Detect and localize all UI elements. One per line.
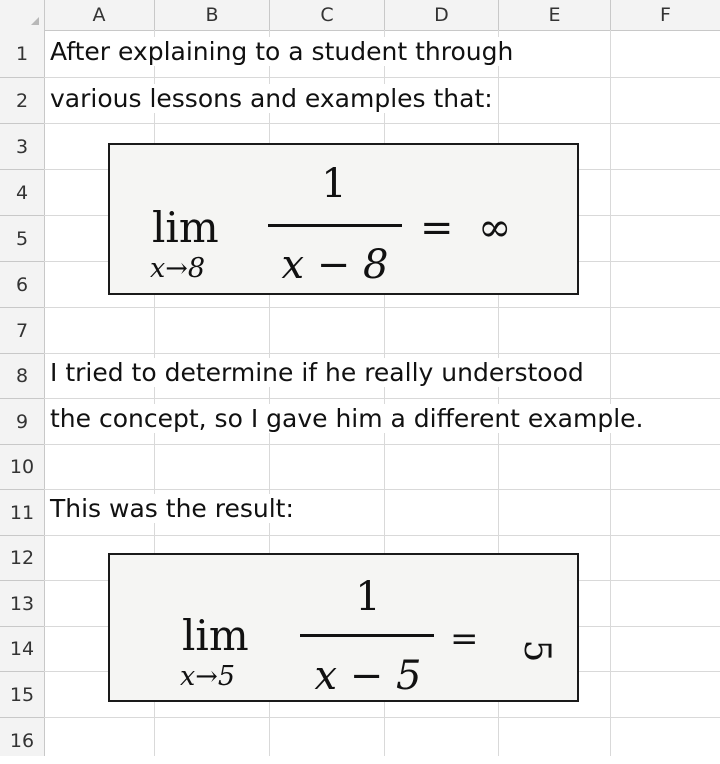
gridline-row-10 [44, 489, 720, 490]
equals-sign: = [420, 205, 454, 251]
equals-sign: = [450, 619, 479, 659]
cell-a8-text[interactable]: I tried to determine if he really understood [50, 358, 588, 387]
row-header-8[interactable]: 8 [0, 354, 44, 399]
gridline-row-9 [44, 444, 720, 445]
row-header-10[interactable]: 10 [0, 445, 44, 490]
select-all-corner[interactable] [0, 0, 45, 30]
row-header-7[interactable]: 7 [0, 308, 44, 354]
column-header-a[interactable]: A [44, 0, 155, 30]
fraction-numerator: 1 [355, 574, 381, 620]
infinity-result: ∞ [478, 205, 512, 251]
fraction-numerator: 1 [321, 161, 347, 207]
row-header-13[interactable]: 13 [0, 581, 44, 627]
gridline-row-6 [44, 307, 720, 308]
cell-a11-text[interactable]: This was the result: [50, 494, 298, 523]
row-header-12[interactable]: 12 [0, 536, 44, 581]
fraction-bar [268, 224, 402, 227]
gridline-row-15 [44, 717, 720, 718]
row-header-bar [0, 30, 45, 756]
row-header-6[interactable]: 6 [0, 262, 44, 308]
row-header-9[interactable]: 9 [0, 399, 44, 445]
gridline-row-11 [44, 535, 720, 536]
row-header-5[interactable]: 5 [0, 216, 44, 262]
limit-operator: lim [152, 203, 219, 252]
row-header-11[interactable]: 11 [0, 490, 44, 536]
select-all-triangle-icon [31, 17, 39, 25]
equation-image-1[interactable] [108, 143, 579, 295]
limit-operator: lim [182, 611, 249, 660]
gridline-row-1 [44, 77, 720, 78]
gridline-row-2 [44, 123, 720, 124]
cell-a2-text[interactable]: various lessons and examples that: [50, 84, 497, 113]
row-header-4[interactable]: 4 [0, 170, 44, 216]
column-header-c[interactable]: C [270, 0, 385, 30]
cell-a9-text[interactable]: the concept, so I gave him a different example. [50, 404, 647, 433]
rotated-five-result: 5 [516, 639, 557, 663]
column-header-bar [0, 0, 720, 31]
column-header-f[interactable]: F [660, 4, 671, 26]
row-header-1[interactable]: 1 [0, 30, 44, 78]
equation-2-svg [110, 555, 577, 700]
row-header-14[interactable]: 14 [0, 627, 44, 672]
column-header-d[interactable]: D [385, 0, 499, 30]
gridline-row-8 [44, 398, 720, 399]
fraction-denominator: x − 5 [314, 653, 422, 699]
column-header-b[interactable]: B [155, 0, 270, 30]
cell-a1-text[interactable]: After explaining to a student through [50, 37, 517, 66]
column-header-e[interactable]: E [499, 0, 611, 30]
fraction-bar [300, 634, 434, 637]
equation-1-svg [110, 145, 577, 293]
row-header-2[interactable]: 2 [0, 78, 44, 124]
gridline-col-e [610, 30, 611, 756]
limit-subscript: x→5 [180, 661, 236, 692]
row-header-3[interactable]: 3 [0, 124, 44, 170]
equation-image-2[interactable] [108, 553, 579, 702]
limit-subscript: x→8 [150, 253, 206, 284]
row-header-15[interactable]: 15 [0, 672, 44, 718]
gridline-row-7 [44, 353, 720, 354]
fraction-denominator: x − 8 [281, 242, 389, 288]
row-header-16[interactable]: 16 [9, 730, 35, 752]
